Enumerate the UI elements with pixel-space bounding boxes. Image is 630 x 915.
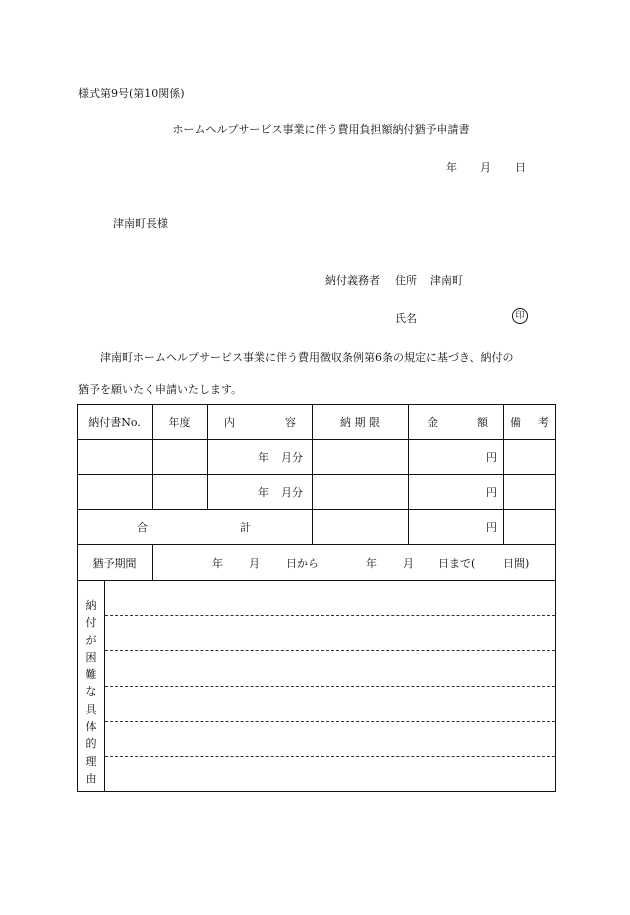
date-day-label: 日: [515, 161, 526, 174]
date-year-label: 年: [446, 161, 457, 174]
fiscal-year-cell[interactable]: [153, 475, 206, 509]
addressee: 津南町長様: [113, 217, 168, 230]
header-amount-1: 金: [427, 415, 438, 429]
bill-no-cell[interactable]: [78, 440, 151, 474]
reason-label-char: 具: [85, 702, 97, 716]
table-rule: [503, 404, 504, 544]
reason-label: [78, 597, 104, 787]
reason-label-char: 由: [85, 771, 97, 785]
grace-period-label: 猶予期間: [92, 556, 137, 570]
reason-label-char: な: [85, 685, 97, 699]
row-yen-label: 円: [486, 451, 497, 464]
due-date-cell[interactable]: [313, 440, 407, 474]
fiscal-year-cell[interactable]: [153, 440, 206, 474]
reason-label-char: 付: [85, 616, 97, 630]
reason-label-char: が: [85, 633, 97, 647]
form-number: 様式第9号(第10関係): [78, 87, 185, 100]
remarks-cell[interactable]: [504, 475, 555, 509]
table-rule: [152, 544, 153, 580]
applicant-role-label: 納付義務者: [325, 274, 380, 287]
name-label: 氏名: [395, 312, 417, 325]
reason-label-char: 体: [85, 720, 97, 734]
grace-to-year: 年: [366, 556, 377, 570]
grace-from-day: 日から: [286, 556, 319, 570]
reason-label-char: 難: [85, 668, 97, 682]
total-label-2: 計: [240, 521, 251, 534]
body-text-line-2: 猶予を願いたく申請いたします。: [78, 383, 243, 396]
row-month-label: 月分: [281, 486, 303, 499]
reason-text-area[interactable]: [105, 581, 555, 791]
row-year-label: 年: [258, 451, 269, 464]
row-yen-label: 円: [486, 486, 497, 499]
grace-from-year: 年: [212, 556, 223, 570]
grace-to-month: 月: [403, 556, 414, 570]
header-content-1: 内: [224, 415, 235, 429]
remarks-cell[interactable]: [504, 440, 555, 474]
body-text-line-1: 津南町ホームヘルプサービス事業に伴う費用徴収条例第6条の規定に基づき、納付の: [100, 351, 514, 364]
row-month-label: 月分: [281, 451, 303, 464]
header-fiscal-year: 年度: [168, 415, 191, 429]
reason-label-char: 理: [85, 754, 97, 768]
reason-label-char: 納: [85, 599, 97, 612]
seal-mark: 印: [512, 308, 528, 324]
grace-to-day: 日まで(: [438, 556, 476, 570]
reason-label-char: 的: [85, 737, 97, 751]
grace-days: 日間): [503, 556, 530, 570]
bill-no-cell[interactable]: [78, 475, 151, 509]
table-rule: [77, 509, 556, 510]
header-content-2: 容: [285, 415, 296, 429]
due-date-cell[interactable]: [313, 475, 407, 509]
header-remarks-2: 考: [538, 415, 549, 429]
document-title: ホームヘルプサービス事業に伴う費用負担額納付猶予申請書: [172, 123, 470, 136]
header-remarks-1: 備: [510, 415, 521, 429]
row-year-label: 年: [258, 486, 269, 499]
table-rule: [207, 404, 208, 509]
header-bill-no: 納付書No.: [88, 415, 141, 429]
address-value[interactable]: 津南町: [430, 274, 463, 287]
date-month-label: 月: [480, 161, 491, 174]
header-due-date: 納 期 限: [340, 415, 380, 429]
header-amount-2: 額: [477, 415, 488, 429]
total-label-1: 合: [137, 521, 148, 534]
table-rule: [408, 404, 409, 544]
total-yen-label: 円: [486, 521, 497, 534]
grace-from-month: 月: [249, 556, 260, 570]
address-label: 住所: [395, 274, 417, 287]
reason-label-char: 困: [85, 650, 97, 664]
